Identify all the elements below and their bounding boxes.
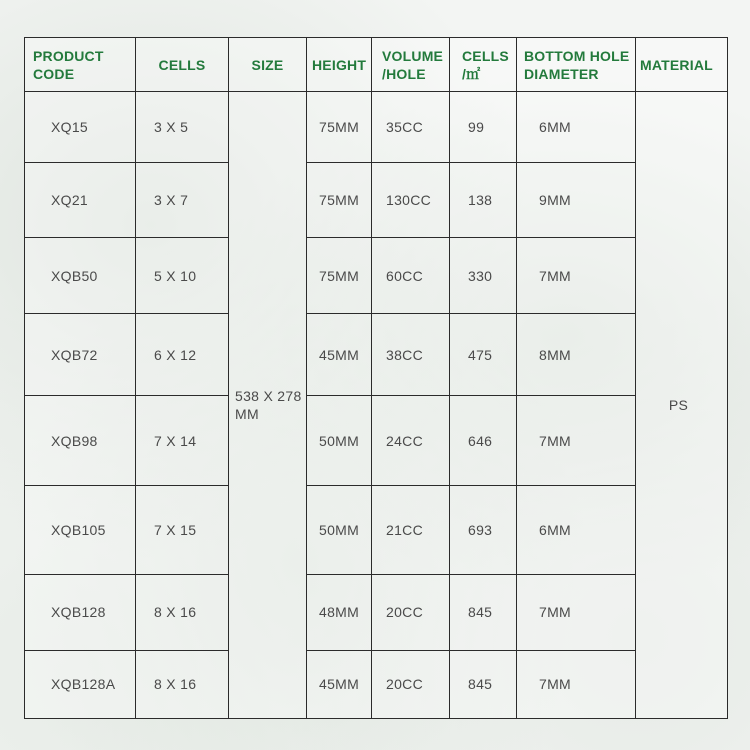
cells-cell: 7 X 15 (136, 485, 229, 574)
table-row (25, 92, 728, 163)
spec-table-body (25, 92, 728, 719)
table-row (25, 163, 728, 238)
volume-cell: 21CC (372, 485, 450, 574)
header-material: MATERIAL (636, 38, 728, 92)
bottom-hole-cell: 7MM (517, 238, 636, 314)
cells-density-cell: 693 (450, 485, 517, 574)
height-cell: 75MM (307, 92, 372, 163)
volume-cell: 130CC (372, 163, 450, 238)
header-bottom-hole-diameter: BOTTOM HOLE DIAMETER (517, 38, 636, 92)
cells-cell: 8 X 16 (136, 650, 229, 718)
height-cell: 45MM (307, 650, 372, 718)
cells-cell: 7 X 14 (136, 396, 229, 485)
header-cells-density: CELLS /㎡ (450, 38, 517, 92)
cells-density-cell: 646 (450, 396, 517, 485)
bottom-hole-cell: 6MM (517, 485, 636, 574)
product-code-cell: XQB72 (25, 314, 136, 396)
table-row (25, 485, 728, 574)
cells-cell: 5 X 10 (136, 238, 229, 314)
cells-cell: 3 X 5 (136, 92, 229, 163)
material-cell: PS (636, 92, 728, 719)
volume-cell: 24CC (372, 396, 450, 485)
table-row (25, 574, 728, 650)
table-row (25, 396, 728, 485)
size-cell: 538 X 278 MM (229, 92, 307, 719)
volume-cell: 38CC (372, 314, 450, 396)
cells-density-cell: 330 (450, 238, 517, 314)
header-size: SIZE (229, 38, 307, 92)
header-cells: CELLS (136, 38, 229, 92)
product-code-cell: XQB105 (25, 485, 136, 574)
cells-cell: 3 X 7 (136, 163, 229, 238)
product-code-cell: XQB50 (25, 238, 136, 314)
header-product-code: PRODUCT CODE (25, 38, 136, 92)
height-cell: 50MM (307, 396, 372, 485)
header-row (25, 38, 728, 92)
bottom-hole-cell: 7MM (517, 650, 636, 718)
cells-density-cell: 99 (450, 92, 517, 163)
bottom-hole-cell: 8MM (517, 314, 636, 396)
product-code-cell: XQB98 (25, 396, 136, 485)
height-cell: 50MM (307, 485, 372, 574)
volume-cell: 60CC (372, 238, 450, 314)
height-cell: 75MM (307, 163, 372, 238)
cells-density-cell: 475 (450, 314, 517, 396)
header-height: HEIGHT (307, 38, 372, 92)
table-row (25, 314, 728, 396)
table-row (25, 238, 728, 314)
volume-cell: 35CC (372, 92, 450, 163)
header-volume: VOLUME /HOLE (372, 38, 450, 92)
cells-cell: 6 X 12 (136, 314, 229, 396)
bottom-hole-cell: 7MM (517, 396, 636, 485)
volume-cell: 20CC (372, 650, 450, 718)
bottom-hole-cell: 6MM (517, 92, 636, 163)
cells-density-cell: 138 (450, 163, 517, 238)
volume-cell: 20CC (372, 574, 450, 650)
cells-density-cell: 845 (450, 650, 517, 718)
height-cell: 75MM (307, 238, 372, 314)
height-cell: 48MM (307, 574, 372, 650)
cells-cell: 8 X 16 (136, 574, 229, 650)
product-code-cell: XQ15 (25, 92, 136, 163)
bottom-hole-cell: 7MM (517, 574, 636, 650)
product-code-cell: XQB128A (25, 650, 136, 718)
spec-table (24, 37, 728, 719)
product-code-cell: XQ21 (25, 163, 136, 238)
product-code-cell: XQB128 (25, 574, 136, 650)
cells-density-cell: 845 (450, 574, 517, 650)
height-cell: 45MM (307, 314, 372, 396)
table-row (25, 650, 728, 718)
bottom-hole-cell: 9MM (517, 163, 636, 238)
